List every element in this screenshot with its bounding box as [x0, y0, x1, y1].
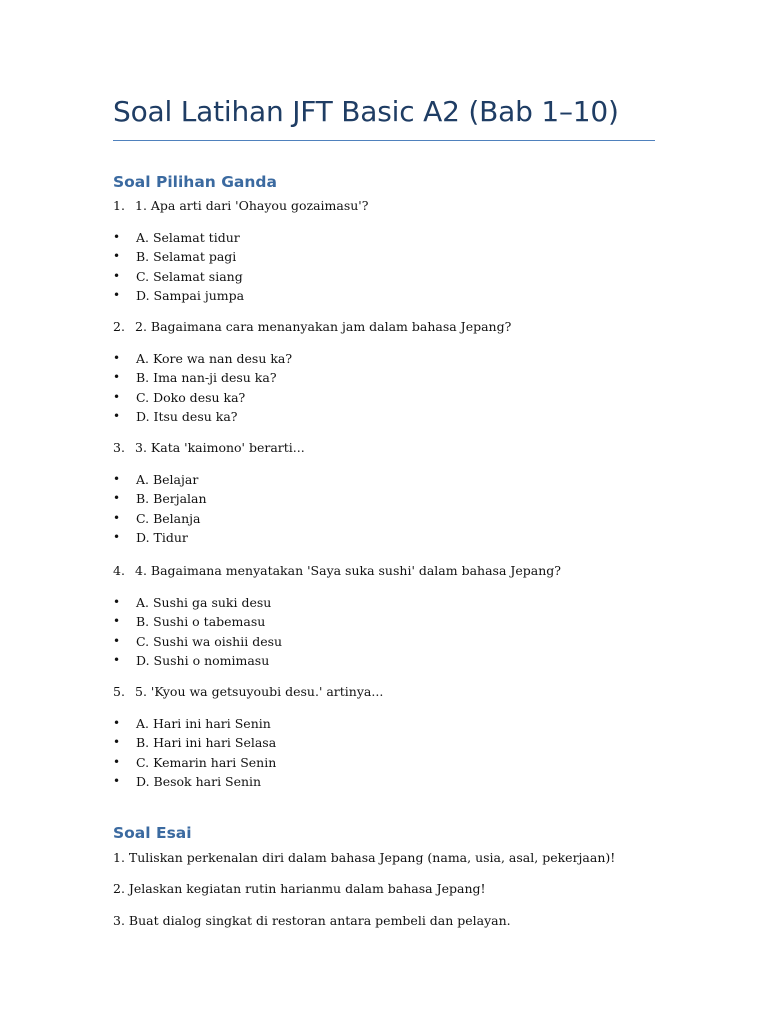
title-underline — [113, 140, 655, 141]
question-5-options — [113, 714, 276, 791]
bullet-icon: • — [113, 716, 121, 730]
option-item: • C. Selamat siang — [113, 267, 244, 286]
bullet-icon: • — [113, 735, 121, 750]
option-item: • D. Tidur — [113, 528, 207, 547]
option-item: • C. Doko desu ka? — [113, 388, 292, 407]
question-text: 5. 'Kyou wa getsuyoubi desu.' artinya... — [135, 684, 384, 699]
question-number: 1. — [113, 198, 125, 213]
option-item: • C. Sushi wa oishii desu — [113, 632, 282, 651]
option-item: • C. Belanja — [113, 509, 207, 528]
question-4 — [113, 563, 561, 578]
question-number: 5. — [113, 684, 125, 699]
question-1-options — [113, 228, 244, 305]
question-number: 2. — [113, 319, 125, 334]
question-number: 4. — [113, 563, 125, 578]
question-3-options — [113, 470, 207, 547]
bullet-icon: • — [113, 595, 121, 609]
option-item: • B. Sushi o tabemasu — [113, 612, 282, 631]
question-2 — [113, 319, 511, 334]
bullet-icon: • — [113, 230, 121, 244]
bullet-icon: • — [113, 652, 121, 667]
bullet-icon: • — [113, 773, 121, 788]
bullet-icon: • — [113, 268, 121, 283]
bullet-icon: • — [113, 633, 121, 648]
bullet-icon: • — [113, 351, 121, 365]
option-item: • B. Ima nan-ji desu ka? — [113, 368, 292, 387]
option-item: • B. Selamat pagi — [113, 247, 244, 266]
bullet-icon: • — [113, 370, 121, 385]
option-item: • B. Berjalan — [113, 489, 207, 508]
bullet-icon: • — [113, 249, 121, 264]
section-heading-multiple-choice: Soal Pilihan Ganda — [113, 173, 277, 191]
option-item: • B. Hari ini hari Selasa — [113, 733, 276, 752]
bullet-icon: • — [113, 529, 121, 544]
option-item: • D. Besok hari Senin — [113, 772, 276, 791]
question-2-options — [113, 349, 292, 426]
question-text: 3. Kata 'kaimono' berarti... — [135, 440, 305, 455]
bullet-icon: • — [113, 389, 121, 404]
bullet-icon: • — [113, 287, 121, 302]
question-text: 1. Apa arti dari 'Ohayou gozaimasu'? — [135, 198, 369, 213]
option-item: • D. Sampai jumpa — [113, 286, 244, 305]
question-3 — [113, 440, 305, 455]
essay-question-1: 1. Tuliskan perkenalan diri dalam bahasa Jepang (nama, usia, asal, pekerjaan)! — [113, 850, 616, 865]
option-item: • A. Selamat tidur — [113, 228, 244, 247]
option-item: • A. Hari ini hari Senin — [113, 714, 276, 733]
question-5 — [113, 684, 383, 699]
question-number: 3. — [113, 440, 125, 455]
option-item: • C. Kemarin hari Senin — [113, 753, 276, 772]
essay-question-3: 3. Buat dialog singkat di restoran antara pembeli dan pelayan. — [113, 913, 511, 928]
question-text: 4. Bagaimana menyatakan 'Saya suka sushi' dalam bahasa Jepang? — [135, 563, 562, 578]
question-4-options — [113, 593, 282, 670]
bullet-icon: • — [113, 472, 121, 486]
option-item: • D. Sushi o nomimasu — [113, 651, 282, 670]
question-text: 2. Bagaimana cara menanyakan jam dalam bahasa Jepang? — [135, 319, 512, 334]
essay-question-2: 2. Jelaskan kegiatan rutin harianmu dalam bahasa Jepang! — [113, 881, 486, 896]
question-1 — [113, 198, 368, 213]
bullet-icon: • — [113, 614, 121, 629]
option-item: • A. Belajar — [113, 470, 207, 489]
bullet-icon: • — [113, 754, 121, 769]
option-item: • A. Sushi ga suki desu — [113, 593, 282, 612]
section-heading-essay: Soal Esai — [113, 824, 192, 842]
page-title: Soal Latihan JFT Basic A2 (Bab 1–10) — [113, 95, 619, 128]
bullet-icon: • — [113, 510, 121, 525]
bullet-icon: • — [113, 408, 121, 423]
option-item: • A. Kore wa nan desu ka? — [113, 349, 292, 368]
bullet-icon: • — [113, 491, 121, 506]
option-item: • D. Itsu desu ka? — [113, 407, 292, 426]
